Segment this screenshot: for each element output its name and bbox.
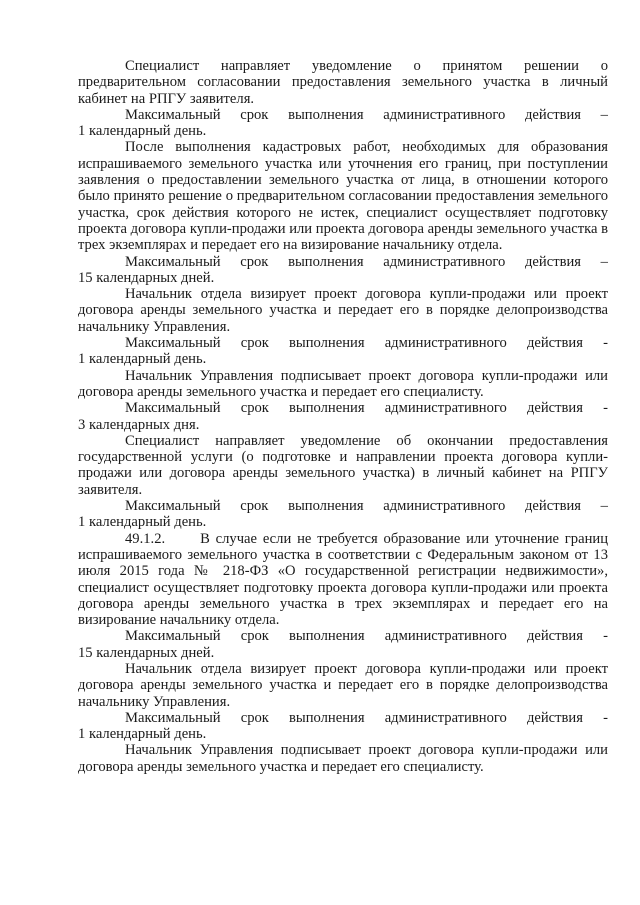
deadline-word: административного bbox=[383, 498, 506, 515]
paragraph-7: Начальник Управления подписывает проект договора купли-продажи или договора аренды земельного участка и передает его специалисту. bbox=[78, 367, 608, 400]
deadline-word: действия bbox=[525, 106, 581, 123]
deadline-word: выполнения bbox=[289, 400, 365, 417]
deadline-word: административного bbox=[384, 335, 507, 352]
paragraph-1: Специалист направляет уведомление о принятом решении о предварительном согласовании предоставления земельного участка в личный кабинет на РПГУ заявителя. bbox=[78, 58, 608, 107]
deadline-4 bbox=[78, 400, 608, 433]
paragraph-5: Начальник отдела визирует проект договора купли-продажи или проект договора аренды земельного участка и передает его в порядке делопроизводства начальнику Управления. bbox=[78, 286, 608, 335]
deadline-dash: - bbox=[603, 628, 608, 645]
deadline-dash: – bbox=[600, 106, 608, 123]
deadline-word: выполнения bbox=[288, 253, 364, 270]
deadline-dash: - bbox=[603, 335, 608, 352]
deadline-word: административного bbox=[383, 253, 506, 270]
deadline-word: административного bbox=[383, 106, 506, 123]
deadline-value: 15 календарных дней. bbox=[78, 269, 215, 286]
deadline-1 bbox=[78, 107, 608, 140]
deadline-word: Максимальный bbox=[125, 400, 221, 417]
deadline-word: Максимальный bbox=[125, 709, 221, 726]
deadline-word: выполнения bbox=[289, 709, 365, 726]
deadline-word: Максимальный bbox=[125, 106, 221, 123]
paragraph-11: 49.1.2. В случае если не требуется образование или уточнение границ испрашиваемого земельного участка в соответствии с Федеральным законом от 13 июля 2015 года № 218-ФЗ «О государственной регистрации недвижимости», специалист осуществляет подготовку проекта договора купли-продажи или проекта договора аренды земельного участка в трех экземплярах и передает его на визирование начальнику отдела. bbox=[78, 530, 612, 629]
deadline-value: 1 календарный день. bbox=[78, 351, 207, 368]
deadline-word: выполнения bbox=[288, 106, 364, 123]
deadline-dash: - bbox=[603, 400, 608, 417]
deadline-word: действия bbox=[526, 709, 583, 726]
deadline-word: административного bbox=[384, 628, 507, 645]
deadline-value: 3 календарных дня. bbox=[78, 416, 200, 433]
deadline-word: Максимальный bbox=[125, 628, 221, 645]
deadline-word: срок bbox=[240, 253, 269, 270]
deadline-word: действия bbox=[526, 628, 583, 645]
deadline-7 bbox=[78, 710, 608, 743]
deadline-5 bbox=[78, 498, 608, 531]
deadline-word: выполнения bbox=[288, 498, 364, 515]
deadline-value: 1 календарный день. bbox=[78, 726, 207, 743]
deadline-word: административного bbox=[384, 400, 507, 417]
deadline-word: выполнения bbox=[289, 335, 365, 352]
paragraph-9: Специалист направляет уведомление об окончании предоставления государственной услуги (о подготовке и направлении проекта договора купли-продажи или договора аренды земельного участка) в личный кабинет на РПГУ заявителя. bbox=[78, 432, 608, 498]
deadline-value: 15 календарных дней. bbox=[78, 644, 215, 661]
deadline-word: выполнения bbox=[289, 628, 365, 645]
deadline-2 bbox=[78, 254, 608, 287]
paragraph-13: Начальник отдела визирует проект договора купли-продажи или проект договора аренды земельного участка и передает его в порядке делопроизводства начальнику Управления. bbox=[78, 660, 608, 710]
deadline-word: действия bbox=[526, 400, 583, 417]
deadline-dash: – bbox=[600, 498, 608, 515]
deadline-word: срок bbox=[240, 335, 269, 352]
deadline-word: срок bbox=[240, 628, 269, 645]
deadline-6 bbox=[78, 628, 608, 661]
document-page bbox=[78, 58, 612, 775]
deadline-dash: – bbox=[600, 253, 608, 270]
deadline-word: срок bbox=[240, 498, 269, 515]
deadline-dash: - bbox=[603, 709, 608, 726]
paragraph-15: Начальник Управления подписывает проект договора купли-продажи или договора аренды земельного участка и передает его специалисту. bbox=[78, 742, 608, 775]
deadline-word: срок bbox=[240, 400, 269, 417]
deadline-word: действия bbox=[525, 253, 581, 270]
deadline-word: срок bbox=[240, 106, 269, 123]
deadline-word: Максимальный bbox=[125, 498, 221, 515]
deadline-word: административного bbox=[384, 709, 507, 726]
paragraph-3: После выполнения кадастровых работ, необходимых для образования испрашиваемого земельного участка или уточнения его границ, при поступлении заявления о предоставлении земельного участка от лица, в отношении которого было принято решение о предварительном согласовании предоставления земельного участка, срок действия которого не истек, специалист осуществляет подготовку проекта договора купли-продажи или проекта договора аренды земельного участка в трех экземплярах и передает его на визирование начальнику отдела. bbox=[78, 139, 608, 254]
deadline-word: действия bbox=[526, 335, 583, 352]
deadline-value: 1 календарный день. bbox=[78, 123, 207, 140]
deadline-word: Максимальный bbox=[125, 335, 221, 352]
deadline-3 bbox=[78, 335, 608, 368]
deadline-value: 1 календарный день. bbox=[78, 514, 207, 531]
deadline-word: действия bbox=[525, 498, 581, 515]
deadline-word: Максимальный bbox=[125, 253, 221, 270]
deadline-word: срок bbox=[240, 709, 269, 726]
